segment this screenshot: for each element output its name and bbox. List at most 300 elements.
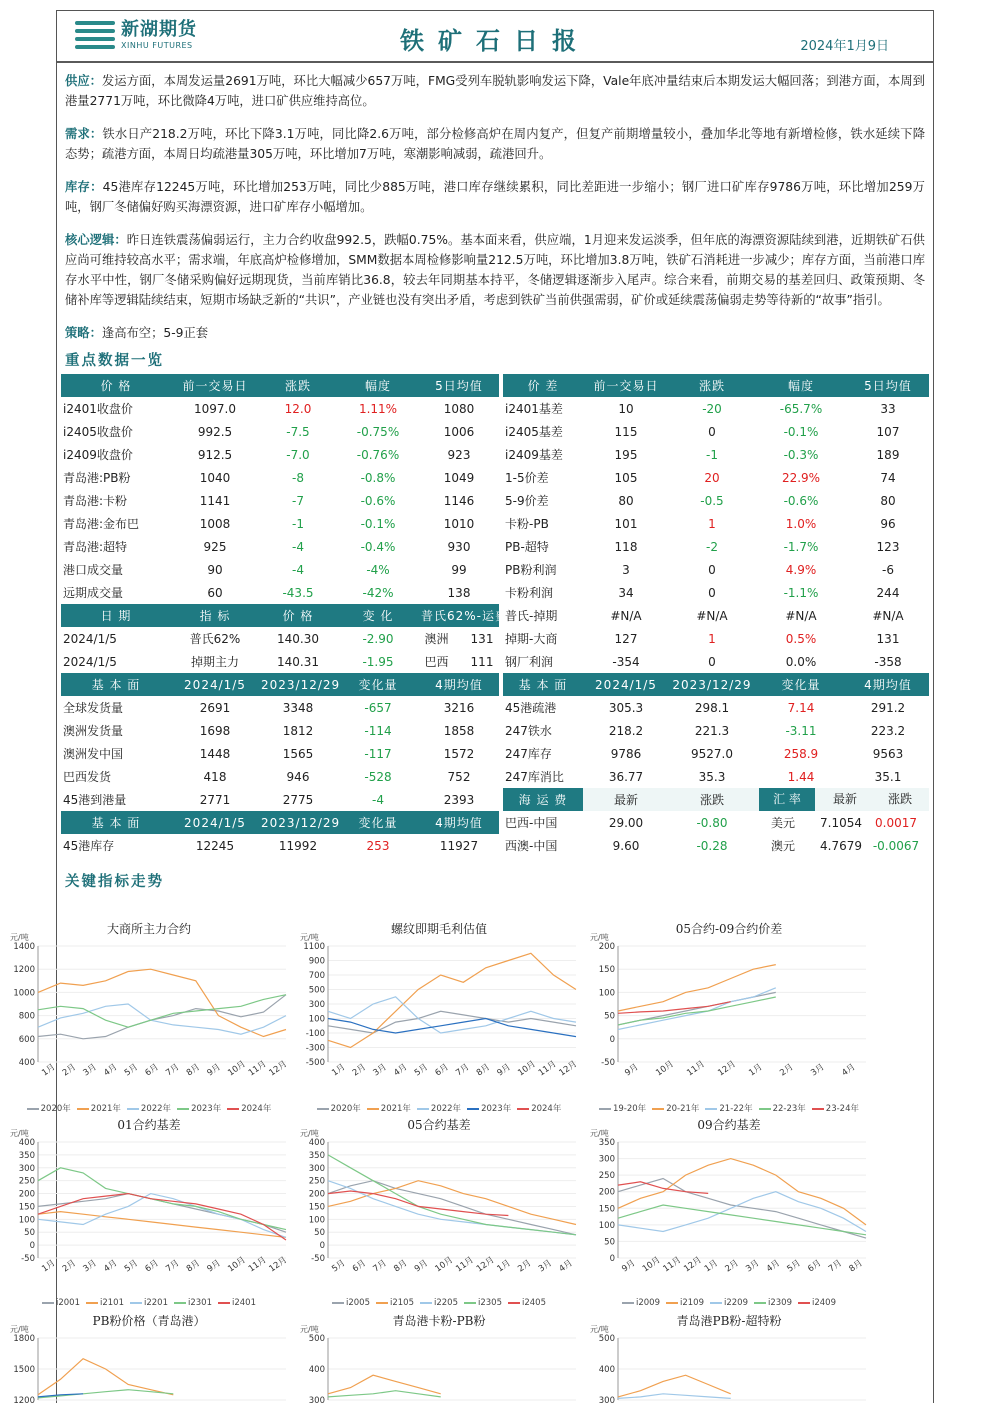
y-tick-label: 200 — [308, 1189, 325, 1200]
price-row-cell: 1008 — [199, 516, 231, 531]
fund-right-row-cell: 258.9 — [783, 746, 819, 761]
chart-2 — [294, 920, 584, 1115]
legend-swatch — [218, 1302, 230, 1304]
legend-swatch — [130, 1302, 142, 1304]
price-row-cell: -0.76% — [356, 447, 400, 462]
fund-left-row-cell: -117 — [364, 746, 392, 761]
price-row-cell: 1080 — [443, 401, 475, 416]
x-tick-label: 12月 — [557, 1059, 580, 1079]
legend-label: i2305 — [478, 1298, 502, 1308]
fund-left-header-row-cell: 基 本 面 — [61, 673, 171, 696]
legend-swatch — [317, 1108, 329, 1110]
price-row-cell: -1 — [292, 516, 304, 531]
price-row — [61, 489, 499, 512]
spread-row-cell: 0 — [708, 424, 716, 439]
fund-left-row-cell: 澳洲发中国 — [63, 747, 124, 761]
legend-item — [710, 1298, 748, 1308]
fund-left-row-cell: 巴西发货 — [63, 770, 112, 784]
spread-row-cell: 4.9% — [785, 562, 817, 577]
series-line — [618, 1192, 866, 1232]
legend-swatch — [710, 1302, 722, 1304]
fund-left-row-cell: 3348 — [282, 700, 314, 715]
legend-swatch — [759, 1108, 771, 1110]
price-row — [61, 443, 499, 466]
spread-row-cell: 105 — [614, 470, 638, 485]
y-tick-label: -50 — [601, 1058, 615, 1068]
fx-header-latest: 最新 — [832, 792, 857, 806]
series-line — [38, 1212, 286, 1238]
spread-row-cell: -1 — [706, 447, 718, 462]
series-line — [38, 1168, 286, 1230]
legend-label: 22-23年 — [772, 1104, 806, 1114]
fund-left-header-row-cell: 2024/1/5 — [171, 673, 259, 696]
spread-row-cell: 115 — [614, 424, 638, 439]
legend-item — [812, 1104, 859, 1114]
inventory-label: 库存： — [65, 180, 103, 194]
legend-swatch — [367, 1108, 379, 1110]
y-tick-label: 400 — [18, 1058, 35, 1068]
chart-unit: 元/吨 — [10, 1129, 29, 1138]
stock-row-cell: 11992 — [278, 838, 318, 853]
fund-left-row-cell: 946 — [286, 769, 310, 784]
spread-row-cell: -1.1% — [783, 585, 819, 600]
y-tick-label: 100 — [598, 1220, 615, 1231]
key-data-tables — [61, 374, 929, 862]
legend-label: i2409 — [812, 1298, 836, 1308]
chart-plot — [294, 1330, 584, 1402]
spread-row-cell: 101 — [614, 516, 638, 531]
chart-1 — [4, 920, 294, 1115]
x-tick-label: 6月 — [143, 1062, 161, 1079]
y-tick-label: 900 — [308, 956, 325, 967]
fund-left-row-cell: 1698 — [199, 723, 231, 738]
spread-row-cell: 卡粉利润 — [505, 586, 554, 600]
chart-title: PB粉价格（青岛港） — [92, 1314, 206, 1328]
y-tick-label: 200 — [18, 1189, 35, 1200]
fund-left-row-cell: 1858 — [443, 723, 475, 738]
legend-swatch — [464, 1302, 476, 1304]
price-row-cell: 1049 — [443, 470, 475, 485]
fund-left-row-cell: -657 — [364, 700, 392, 715]
x-tick-label: 11月 — [454, 1255, 476, 1275]
swap-indicator: 掉期主力 — [190, 655, 239, 669]
series-line — [328, 1191, 508, 1216]
y-tick-label: 350 — [598, 1138, 615, 1148]
y-tick-label: 1200 — [13, 1396, 35, 1403]
spread-row — [503, 581, 929, 604]
fund-right-row-cell: 9563 — [872, 746, 904, 761]
y-tick-label: 800 — [18, 1011, 35, 1022]
price-row-cell: 青岛港:金布巴 — [63, 517, 140, 531]
fund-right-row-cell: 218.2 — [608, 723, 644, 738]
fund-left-header-row-cell: 2023/12/29 — [259, 673, 337, 696]
x-tick-label: 5月 — [122, 1258, 140, 1275]
legend-item — [798, 1298, 836, 1308]
fx-latest: 7.1054 — [820, 816, 862, 830]
legend-item — [652, 1104, 699, 1114]
swap-row — [61, 650, 499, 673]
legend-item — [464, 1298, 502, 1308]
spread-row-cell: i2401基差 — [505, 402, 563, 416]
chart-5 — [294, 1116, 584, 1311]
fund-left-row — [61, 696, 499, 719]
legend-label: 2022年 — [430, 1104, 462, 1114]
legend-swatch — [467, 1108, 479, 1110]
swap-change: -1.95 — [362, 654, 394, 669]
legend-swatch — [666, 1302, 678, 1304]
legend-item — [367, 1104, 411, 1114]
fund-left-row-cell: 全球发货量 — [63, 701, 124, 715]
price-row-cell: 923 — [447, 447, 471, 462]
x-tick-label: 12月 — [267, 1059, 290, 1079]
spread-row-cell: 5-9价差 — [505, 494, 549, 508]
price-header-row-cell: 幅度 — [337, 374, 419, 397]
legend-swatch — [705, 1108, 717, 1110]
series-line — [38, 1390, 173, 1398]
spread-row-cell: 20 — [704, 470, 720, 485]
price-row-cell: 60 — [207, 585, 223, 600]
y-tick-label: 500 — [308, 985, 325, 996]
price-row-cell: 90 — [207, 562, 223, 577]
legend-label: 2020年 — [330, 1104, 361, 1114]
y-tick-label: 150 — [18, 1202, 35, 1213]
spread-row-cell: -0.1% — [783, 424, 819, 439]
chart-3 — [584, 920, 874, 1115]
fund-right-row — [503, 765, 929, 788]
legend-label: i2009 — [636, 1298, 660, 1308]
fund-left-header-row-cell: 4期均值 — [419, 673, 499, 696]
x-tick-label: 1月 — [330, 1062, 348, 1079]
spread-row-cell: 33 — [880, 401, 896, 416]
series-line — [328, 997, 576, 1033]
spread-row-cell: #N/A — [610, 608, 642, 623]
fund-right-header-row-cell: 基 本 面 — [503, 673, 583, 696]
spread-row — [503, 420, 929, 443]
swap-price: 140.31 — [277, 654, 319, 669]
price-table — [61, 374, 509, 857]
spread-row-cell: 123 — [876, 539, 900, 554]
x-tick-label: 11月 — [246, 1255, 269, 1275]
y-tick-label: 1800 — [13, 1334, 35, 1344]
spread-row-cell: 10 — [618, 401, 634, 416]
x-tick-label: 10月 — [433, 1255, 456, 1275]
logo-en: XINHU FUTURES — [121, 40, 193, 50]
chart-7 — [4, 1312, 294, 1402]
x-tick-label: 2月 — [60, 1258, 78, 1275]
spread-row-cell: 96 — [880, 516, 896, 531]
fund-left-header-row — [61, 673, 499, 696]
legend-label: i2309 — [768, 1298, 792, 1308]
price-row — [61, 466, 499, 489]
spread-row-cell: 0 — [708, 654, 716, 669]
legend-label: 21-22年 — [719, 1104, 753, 1114]
price-row — [61, 397, 499, 420]
fund-left-row — [61, 719, 499, 742]
report-date: 2024年1月9日 — [800, 39, 889, 54]
spread-row-cell: #N/A — [872, 608, 904, 623]
legend-swatch — [227, 1108, 239, 1110]
price-row-cell: -4% — [366, 562, 390, 577]
price-header-row-cell: 5日均值 — [419, 374, 499, 397]
y-tick-label: 1200 — [13, 965, 35, 976]
stock-header-row-cell: 2024/1/5 — [171, 811, 259, 834]
x-tick-label: 7月 — [164, 1062, 182, 1079]
spread-row — [503, 512, 929, 535]
price-row-cell: 1006 — [443, 424, 475, 439]
chart-unit: 元/吨 — [590, 933, 609, 942]
chart-plot — [584, 1330, 874, 1402]
price-row-cell: 青岛港:PB粉 — [63, 471, 131, 485]
spread-row-cell: #N/A — [696, 608, 728, 623]
price-row-cell: -0.75% — [356, 424, 400, 439]
y-tick-label: 400 — [308, 1365, 325, 1375]
spread-row — [503, 489, 929, 512]
spread-row — [503, 650, 929, 673]
swap-date: 2024/1/5 — [63, 631, 117, 646]
spread-row-cell: -0.5 — [700, 493, 724, 508]
fund-left-row-cell: 3216 — [443, 700, 475, 715]
price-header-row-cell: 前一交易日 — [171, 374, 259, 397]
x-tick-label: 8月 — [184, 1258, 202, 1275]
swap-header-row-cell: 价 格 — [259, 604, 337, 627]
strategy-paragraph — [65, 323, 925, 343]
fund-right-header-row — [503, 673, 929, 696]
chart-legend — [584, 1298, 874, 1308]
spread-row-cell: 131 — [876, 631, 900, 646]
spread-header-row-cell: 前一交易日 — [583, 374, 669, 397]
legend-label: 2022年 — [140, 1104, 172, 1114]
legend-label: i2209 — [724, 1298, 748, 1308]
price-header-row-cell: 价 格 — [61, 374, 171, 397]
swap-price: 140.30 — [277, 631, 319, 646]
price-row-cell: 青岛港:卡粉 — [63, 494, 128, 508]
chart-legend — [294, 1298, 584, 1308]
fund-left-row-cell: 1448 — [199, 746, 231, 761]
spread-row — [503, 397, 929, 420]
legend-label: i2301 — [188, 1298, 212, 1308]
legend-item — [622, 1298, 660, 1308]
report-header — [57, 11, 933, 63]
fx-header-cell — [755, 788, 929, 811]
chart-legend — [4, 1102, 294, 1114]
chart-title: 螺纹即期毛利估值 — [390, 922, 487, 936]
price-row-cell: 925 — [203, 539, 227, 554]
x-tick-label: 10月 — [226, 1255, 248, 1275]
spread-row-cell: -20 — [702, 401, 722, 416]
fx-cell — [755, 811, 929, 834]
legend-item — [754, 1298, 792, 1308]
stock-header-row-cell: 变化量 — [337, 811, 419, 834]
logo-cn: 新湖期货 — [121, 18, 197, 40]
fund-right-header-row-cell: 2023/12/29 — [669, 673, 755, 696]
spread-row-cell: 107 — [876, 424, 900, 439]
spread-table — [503, 374, 929, 857]
chart-unit: 元/吨 — [300, 1325, 319, 1334]
legend-swatch — [599, 1108, 611, 1110]
x-tick-label: 10月 — [226, 1059, 248, 1079]
y-tick-label: 1400 — [13, 942, 35, 952]
fund-left-row-cell: -114 — [364, 723, 392, 738]
stock-header-row-cell: 4期均值 — [419, 811, 499, 834]
swap-header-row-cell: 变 化 — [337, 604, 419, 627]
y-tick-label: 250 — [308, 1176, 325, 1187]
x-tick-label: 8月 — [392, 1258, 410, 1275]
legend-label: 2023年 — [481, 1104, 512, 1114]
price-header-row — [61, 374, 499, 397]
price-row-cell: i2409收盘价 — [63, 448, 133, 462]
x-tick-label: 11月 — [661, 1255, 684, 1275]
swap-freight — [419, 627, 499, 650]
legend-label: 2020年 — [40, 1104, 71, 1114]
price-row-cell: -7.0 — [286, 447, 310, 462]
price-row-cell: -7 — [292, 493, 304, 508]
y-tick-label: 1100 — [303, 942, 325, 952]
spread-row-cell: -2 — [706, 539, 718, 554]
core-logic-text: 昨日连铁震荡偏弱运行，主力合约收盘992.5，跌幅0.75%。基本面来看，供应端，1月迎来发运淡季，但年底的海漂资源陆续到港，近期铁矿石供应尚可维持较高水平；需求端，年底高炉检修增加，SMM数据本周检修影响量212.5万吨，环比增加3.8万吨，铁矿石消耗进一步减少；库存方面，当前港口库存水平中性，钢厂冬储采购偏好远期现货，当前库销比36.8，较去年同期基本持平，冬储逻辑逐渐步入尾声。综合来看，前期交易的基差回归、政策预期、冬储补库等逻辑陆续结束，短期市场缺乏新的“共识”，产业链也没有突出矛盾，考虑到铁矿当前供强需弱，矿价或延续震荡偏弱走势等待新的“故事”指引。 — [65, 233, 925, 307]
x-tick-label: 5月 — [412, 1062, 430, 1079]
fund-left-row — [61, 742, 499, 765]
demand-label: 需求： — [65, 127, 103, 141]
legend-item — [27, 1104, 71, 1114]
spread-row — [503, 558, 929, 581]
x-tick-label: 3月 — [81, 1062, 99, 1079]
y-tick-label: 700 — [308, 971, 325, 981]
y-tick-label: 200 — [598, 942, 615, 952]
fund-right-row — [503, 742, 929, 765]
report-title: 铁矿石日报 — [400, 26, 590, 55]
series-line — [38, 1359, 173, 1395]
spread-row-cell: 127 — [614, 631, 638, 646]
spread-row-cell: 普氏-掉期 — [505, 609, 558, 623]
x-tick-label: 8月 — [474, 1062, 492, 1079]
x-tick-label: 7月 — [164, 1258, 182, 1275]
supply-text: 发运方面，本周发运量2691万吨，环比大幅减少657万吨，FMG受列车脱轨影响发运下降，Vale年底冲量结束后本期发运大幅回落；到港方面，本周到港量2771万吨，环比微降4万吨，进口矿供应维持高位。 — [65, 74, 925, 108]
spread-row-cell: 189 — [876, 447, 900, 462]
demand-text: 铁水日产218.2万吨，环比下降3.1万吨，同比降2.6万吨，部分检修高炉在周内复产，但复产前期增量较小，叠加华北等地有新增检修，铁水延续下降态势；疏港方面，本周日均疏港量305万吨，环比增加7万吨，寒潮影响减弱，疏港回升。 — [65, 127, 925, 161]
price-row-cell: 138 — [447, 585, 471, 600]
legend-item — [77, 1104, 121, 1114]
legend-item — [517, 1104, 561, 1114]
spread-row-cell: -1.7% — [783, 539, 819, 554]
price-row-cell: 港口成交量 — [63, 563, 124, 577]
spread-row-cell: i2405基差 — [505, 425, 563, 439]
legend-label: 19-20年 — [612, 1104, 647, 1114]
chart-plot — [294, 938, 584, 1088]
x-tick-label: 5月 — [785, 1258, 803, 1275]
freight-route: 西澳-中国 — [505, 839, 558, 853]
fund-right-header-row-cell: 变化量 — [755, 673, 847, 696]
y-tick-label: 400 — [308, 1138, 325, 1148]
fund-right-row-cell: 223.2 — [870, 723, 906, 738]
x-tick-label: 3月 — [81, 1258, 99, 1275]
price-row-cell: 1010 — [443, 516, 475, 531]
series-line — [618, 1375, 731, 1397]
supply-paragraph — [65, 71, 925, 111]
legend-swatch — [86, 1302, 98, 1304]
fund-left-row-cell: 2771 — [199, 792, 231, 807]
spread-row-cell: PB粉利润 — [505, 563, 557, 577]
legend-label: 2023年 — [191, 1104, 222, 1114]
price-header-row-cell: 涨跌 — [259, 374, 337, 397]
price-row-cell: -0.4% — [360, 539, 396, 554]
fund-left-row-cell: 1572 — [443, 746, 475, 761]
chart-unit: 元/吨 — [300, 1129, 319, 1138]
x-tick-label: 4月 — [102, 1062, 120, 1079]
spread-row — [503, 627, 929, 650]
y-tick-label: 500 — [598, 1334, 615, 1344]
spread-header-row-cell: 幅度 — [755, 374, 847, 397]
y-tick-label: 300 — [308, 1396, 325, 1403]
legend-item — [759, 1104, 806, 1114]
price-row-cell: 930 — [447, 539, 471, 554]
x-tick-label: 9月 — [205, 1062, 223, 1079]
chart-8 — [294, 1312, 584, 1402]
x-tick-label: 3月 — [809, 1062, 827, 1079]
legend-item — [127, 1104, 171, 1114]
y-tick-label: 100 — [308, 1014, 325, 1025]
swap-change: -2.90 — [362, 631, 394, 646]
price-row-cell: -0.8% — [360, 470, 396, 485]
spread-row — [503, 443, 929, 466]
fund-right-header-row-cell: 2024/1/5 — [583, 673, 669, 696]
trend-title: 关键指标走势 — [65, 873, 164, 890]
chart-plot — [294, 1134, 584, 1284]
price-row-cell: -7.5 — [286, 424, 310, 439]
legend-swatch — [420, 1302, 432, 1304]
x-tick-label: 4月 — [840, 1062, 858, 1079]
legend-swatch — [417, 1108, 429, 1110]
legend-item — [177, 1104, 221, 1114]
fx-currency: 澳元 — [770, 839, 795, 853]
legend-label: 23-24年 — [825, 1104, 859, 1114]
freight-header-cell: 涨跌 — [669, 788, 755, 811]
y-tick-label: 50 — [604, 1237, 615, 1248]
fund-right-row-cell: -3.11 — [785, 723, 817, 738]
y-tick-label: -300 — [305, 1043, 325, 1054]
swap-row — [61, 627, 499, 650]
legend-swatch — [177, 1108, 189, 1110]
supply-label: 供应： — [65, 74, 102, 88]
y-tick-label: 300 — [18, 1163, 35, 1174]
x-tick-label: 4月 — [392, 1062, 410, 1079]
x-tick-label: 4月 — [557, 1258, 575, 1275]
y-tick-label: 400 — [598, 1365, 615, 1375]
x-tick-label: 2月 — [60, 1062, 78, 1079]
y-tick-label: -500 — [305, 1058, 325, 1068]
series-line — [328, 1375, 441, 1394]
chart-9 — [584, 1312, 874, 1402]
strategy-text: 逢高布空；5-9正套 — [101, 326, 209, 340]
series-line — [38, 1004, 286, 1034]
spread-row-cell: 34 — [618, 585, 634, 600]
x-tick-label: 6月 — [143, 1258, 161, 1275]
legend-swatch — [798, 1302, 810, 1304]
freight-fx-header-row — [503, 788, 929, 811]
swap-header-row-cell: 普氏62%-运费 — [419, 604, 499, 627]
freight-latest: 29.00 — [608, 815, 644, 830]
y-tick-label: 0 — [319, 1241, 325, 1252]
strategy-label: 策略： — [65, 326, 102, 340]
legend-swatch — [27, 1108, 39, 1110]
core-logic-label: 核心逻辑： — [65, 233, 127, 247]
fund-left-row-cell: 2393 — [443, 792, 475, 807]
spread-row — [503, 535, 929, 558]
x-tick-label: 7月 — [826, 1258, 844, 1275]
fund-right-row-cell: 221.3 — [694, 723, 730, 738]
fund-right-row-cell: 7.14 — [787, 700, 815, 715]
legend-item — [130, 1298, 168, 1308]
spread-row-cell: 0 — [708, 585, 716, 600]
